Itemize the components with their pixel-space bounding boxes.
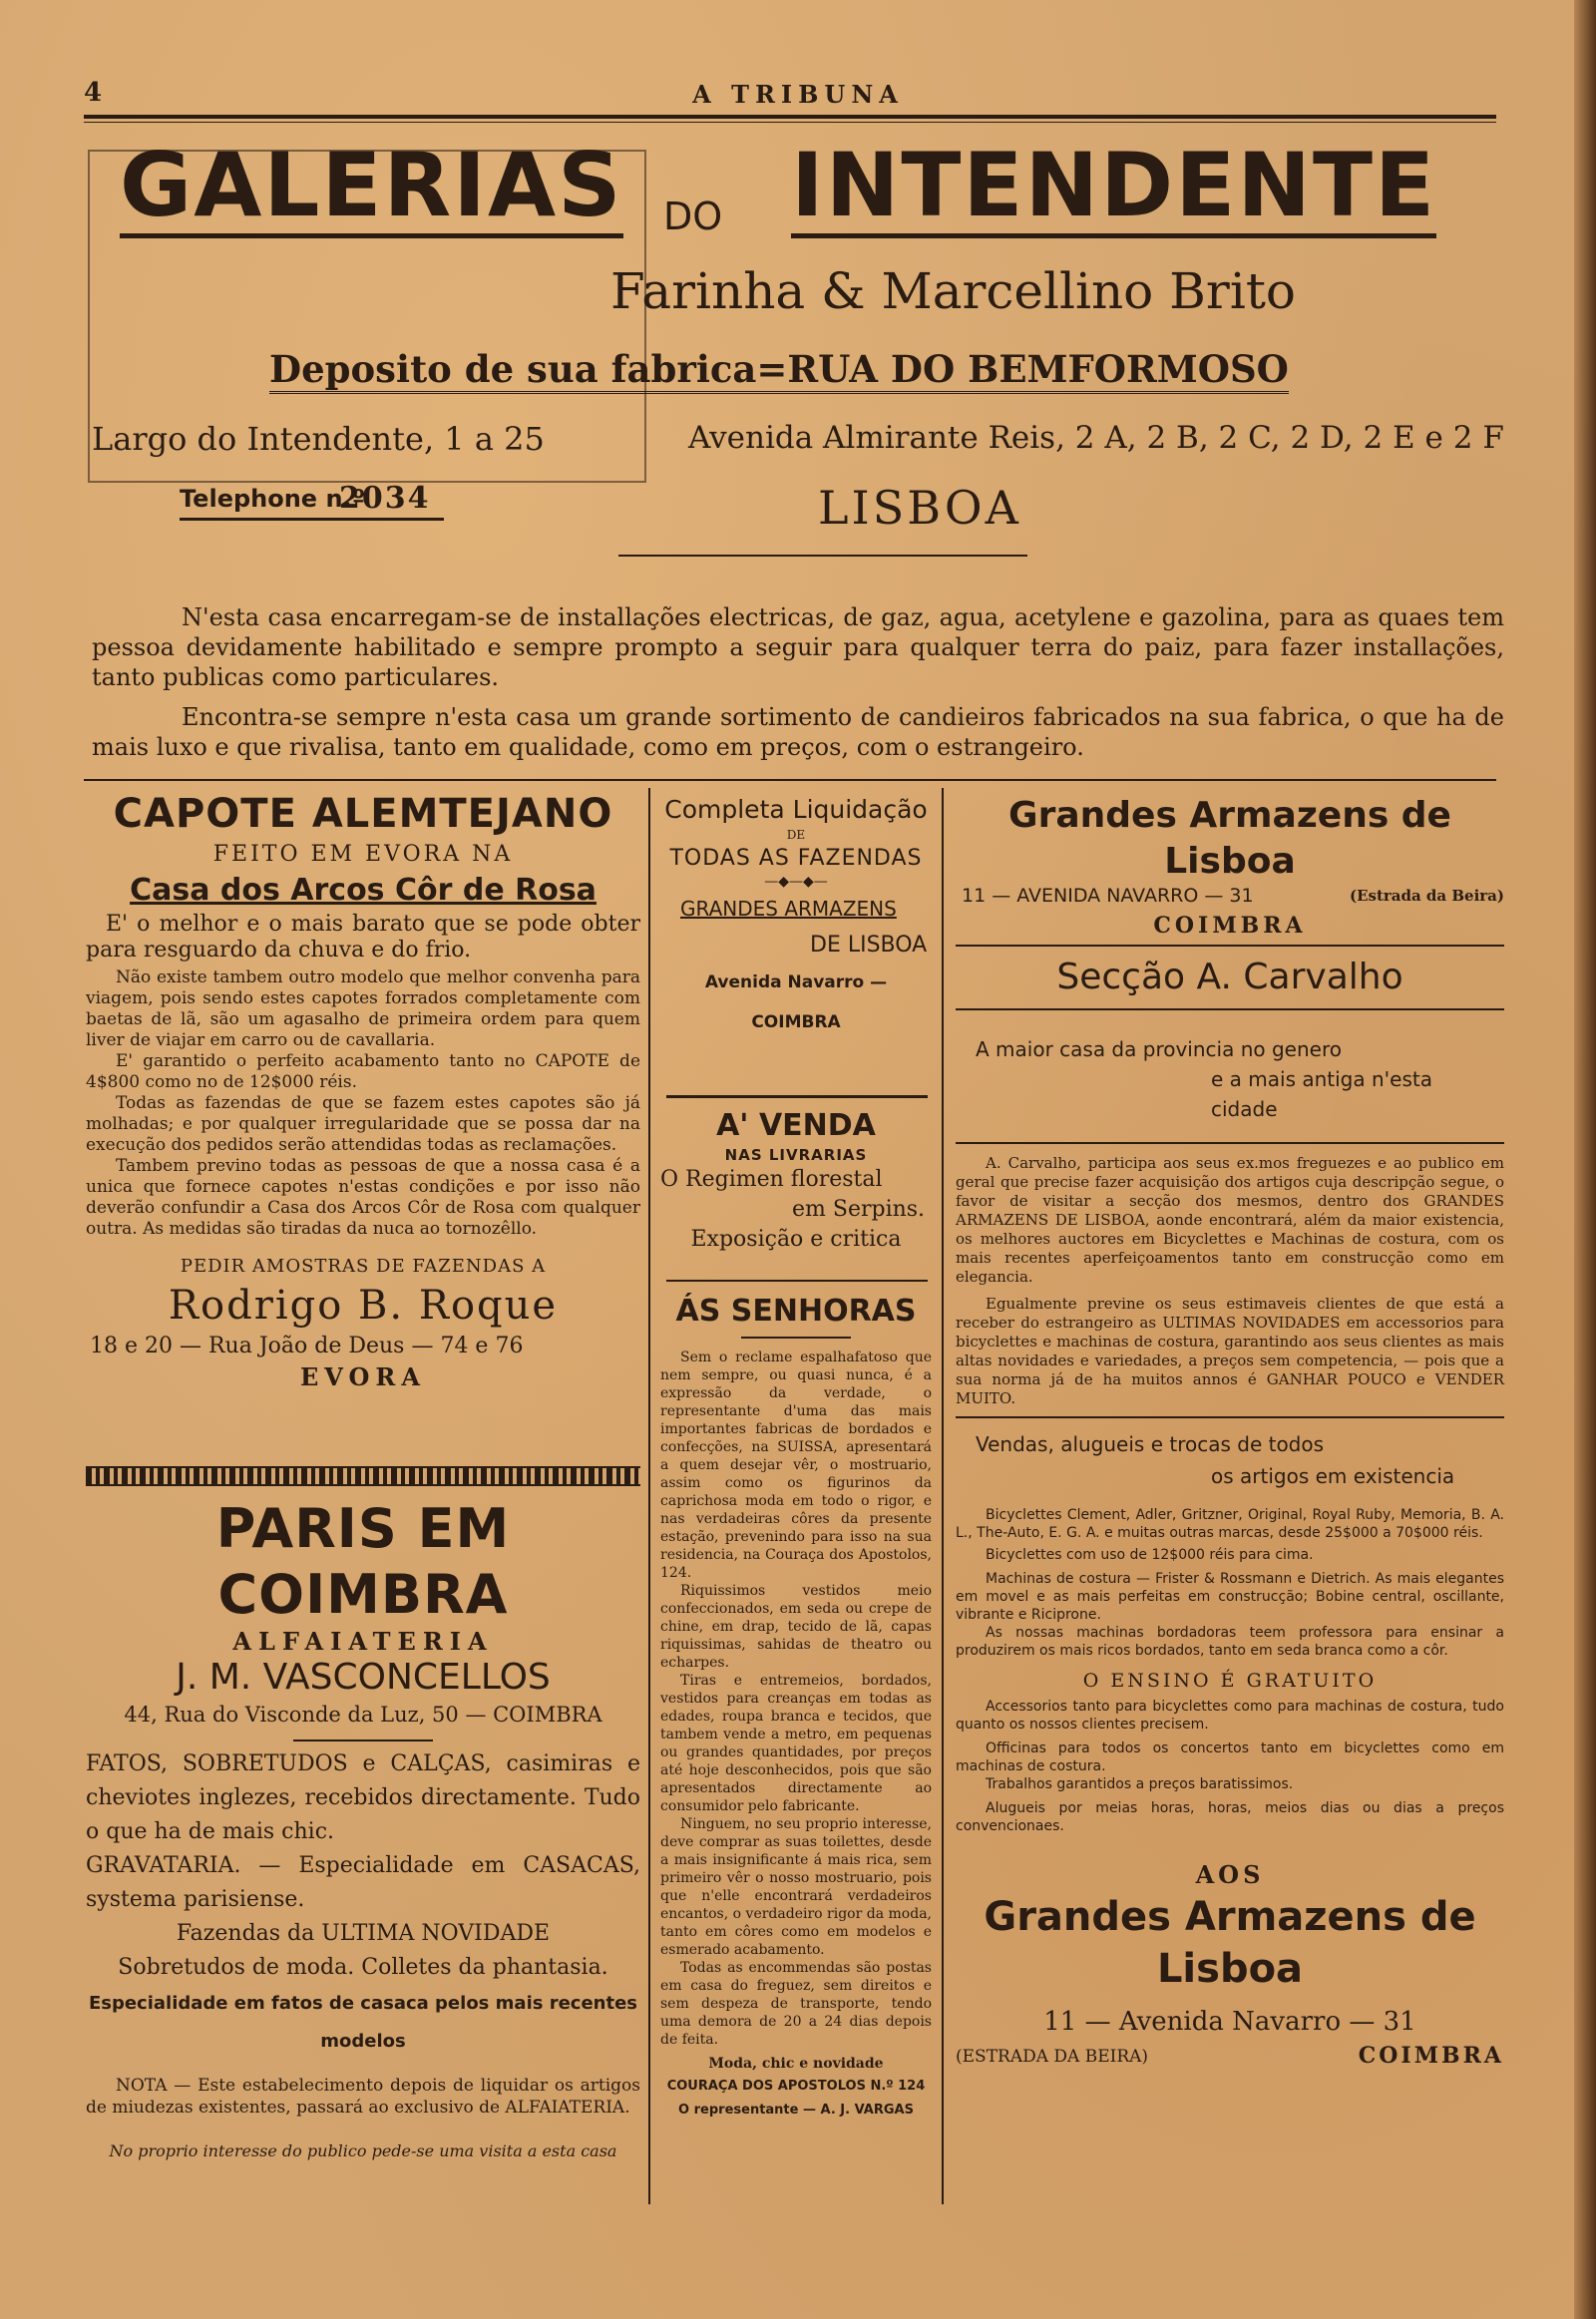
paris-line3: Fazendas da ULTIMA NOVIDADE xyxy=(176,1921,551,1946)
armazens-address: 11 — AVENIDA NAVARRO — 31 xyxy=(962,885,1254,907)
ornament-rule-1 xyxy=(86,1466,640,1486)
galerias-firm: Farinha & Marcellino Brito xyxy=(610,262,1297,320)
armazens-bic1: Bicyclettes Clement, Adler, Gritzner, Original, Royal Ruby, Memoria, B. A. L., The-Auto, E. G. A. e muitas outras marcas, desde 25$000 a 70$000 réis. xyxy=(956,1507,1504,1541)
liquidacao-address: Avenida Navarro — COIMBRA xyxy=(704,972,888,1032)
armazens-alug: Alugueis por meias horas, horas, meios dias ou dias a preços convencionaes. xyxy=(956,1800,1504,1834)
liquidacao-de-lisboa: DE LISBOA xyxy=(810,933,928,958)
paris-footer: No proprio interesse do publico pede-se uma visita a esta casa xyxy=(109,2141,617,2160)
armazens-bottom-estrada: (ESTRADA DA BEIRA) xyxy=(956,2047,1149,2067)
armazens-rule-1 xyxy=(956,945,1504,947)
venda-line1: O Regimen florestal xyxy=(660,1167,883,1192)
armazens-rule-2 xyxy=(956,1008,1504,1010)
header-rule xyxy=(84,115,1496,119)
armazens-bottom-city: COIMBRA xyxy=(1358,2043,1504,2069)
armazens-bottom-address: 11 — Avenida Navarro — 31 xyxy=(1043,2007,1416,2037)
galerias-address-right: Avenida Almirante Reis, 2 A, 2 B, 2 C, 2 D, 2 E e 2 F xyxy=(688,420,1504,456)
telephone-number: 2034 xyxy=(339,481,431,516)
paris-name: J. M. VASCONCELLOS xyxy=(176,1657,551,1698)
capote-name: Rodrigo B. Roque xyxy=(168,1283,559,1329)
venda-line3: Exposição e critica xyxy=(690,1227,902,1252)
senhoras-ad xyxy=(660,1287,932,2123)
paris-ad xyxy=(86,1496,640,2162)
senhoras-divider xyxy=(741,1337,851,1339)
capote-p3: Todas as fazendas de que se fazem estes capotes são já molhadas; e por qualquer irregularidade que se possa dar na execução dos pedidos serão attendidas todas as reclamações. xyxy=(86,1093,640,1155)
column-separator-2 xyxy=(942,788,944,2204)
capote-pedir: PEDIR AMOSTRAS DE FAZENDAS A xyxy=(180,1256,547,1277)
paris-divider xyxy=(293,1739,433,1741)
galerias-deposito: Deposito de sua fabrica=RUA DO BEMFORMOSO xyxy=(269,347,1289,394)
paris-line2: GRAVATARIA. — Especialidade em CASACAS, systema parisiense. xyxy=(86,1853,640,1912)
armazens-ensino: O ENSINO É GRATUITO xyxy=(1082,1670,1378,1692)
header-rule-thin xyxy=(84,122,1496,123)
senhoras-p5: Todas as encommendas são postas em casa do freguez, sem direitos e sem despeza de transporte, tendo uma demora de 20 a 24 dias depois de feita. xyxy=(660,1960,932,2048)
capote-p4: Tambem previno todas as pessoas de que a nossa casa é a unica que fornece capotes n'estas condições e por isso não deverão confundir a Casa dos Arcos Côr de Rosa com qualquer outra. As medidas são tiradas da nuca ao tornozêllo. xyxy=(86,1156,640,1239)
capote-lead: E' o melhor e o mais barato que se pode obter para resguardo da chuva e do frio. xyxy=(86,912,640,963)
middle-rule-1 xyxy=(666,1095,928,1098)
armazens-rule-4 xyxy=(956,1416,1504,1418)
capote-city: EVORA xyxy=(300,1362,426,1391)
senhoras-footer2: COURAÇA DOS APOSTOLOS N.º 124 xyxy=(666,2079,926,2094)
venda-title: A' VENDA xyxy=(716,1108,876,1143)
capote-ad xyxy=(86,788,640,1393)
armazens-seccao: Secção A. Carvalho xyxy=(1056,957,1403,997)
paris-line5: Especialidade em fatos de casaca pelos mais recentes modelos xyxy=(88,1993,638,2052)
armazens-estrada: (Estrada da Beira) xyxy=(1349,887,1504,905)
armazens-maior2: e a mais antiga n'esta cidade xyxy=(1211,1067,1432,1121)
galerias-city: LISBOA xyxy=(818,481,1021,535)
liquidacao-ad xyxy=(660,793,932,1042)
paris-title: PARIS EM COIMBRA xyxy=(215,1497,511,1626)
capote-p1: Não existe tambem outro modelo que melhor convenha para viagem, pois sendo estes capotes forrados completamente com baetas de lã, são um agasalho de primeira ordem para quem liver de viajar em carro ou de cavallaria. xyxy=(86,967,640,1050)
armazens-mach2: As nossas machinas bordadoras teem professora para ensinar a produzirem os mais ricos bordados, tanto em seda branca como a côr. xyxy=(956,1625,1504,1659)
galerias-title-do: DO xyxy=(663,194,723,238)
capote-title: CAPOTE ALEMTEJANO xyxy=(113,791,613,837)
armazens-bic2: Bicyclettes com uso de 12$000 réis para cima. xyxy=(986,1547,1314,1563)
galerias-address-left: Largo do Intendente, 1 a 25 xyxy=(92,420,545,458)
telephone-rule xyxy=(180,518,444,521)
armazens-mach: Machinas de costura — Frister & Rossmann e Dietrich. As mais elegantes em movel e as mais perfeitas em construcção; Bobine central, oscillante, vibrante e Ricipronе. xyxy=(956,1571,1504,1623)
venda-line2: em Serpins. xyxy=(792,1197,926,1222)
galerias-paragraph-2: Encontra-se sempre n'esta casa um grande sortimento de candieiros fabricados na sua fabrica, o que ha de mais luxo e que rivalisa, tanto em qualidade, como em preços, com o estrangeiro. xyxy=(92,703,1504,761)
armazens-city: COIMBRA xyxy=(1153,913,1307,939)
armazens-bottom-title: Grandes Armazens de Lisboa xyxy=(984,1894,1476,1992)
armazens-rule-3 xyxy=(956,1142,1504,1144)
galerias-paragraph-1: N'esta casa encarregam-se de installações electricas, de gaz, agua, acetylene e gazolina, para as quaes tem pessoa devidamente habilitado e sempre prompto a seguir para qualquer terra do paiz, para fazer installações, tanto publicas como particulares. xyxy=(92,603,1504,691)
senhoras-footer3: O representante — A. J. VARGAS xyxy=(678,2103,914,2118)
paris-address: 44, Rua do Visconde da Luz, 50 — COIMBRA xyxy=(124,1703,602,1727)
armazens-title: Grandes Armazens de Lisboa xyxy=(1008,795,1451,882)
capote-subtitle: FEITO EM EVORA NA xyxy=(212,842,514,867)
galerias-bottom-rule xyxy=(84,779,1496,781)
galerias-rule xyxy=(618,555,1027,557)
middle-rule-2 xyxy=(666,1280,928,1282)
galerias-title-left: GALERIAS xyxy=(120,134,623,236)
senhoras-footer1: Moda, chic e novidade xyxy=(708,2056,884,2072)
galerias-title-right: INTENDENTE xyxy=(791,134,1437,236)
armazens-aos: AOS xyxy=(1195,1860,1265,1889)
capote-address: 18 e 20 — Rua João de Deus — 74 e 76 xyxy=(90,1334,524,1358)
paris-subtitle: ALFAIATERIA xyxy=(232,1627,494,1656)
armazens-vendas1: Vendas, alugueis e trocas de todos xyxy=(976,1432,1325,1456)
venda-ad xyxy=(660,1107,932,1255)
page-number: 4 xyxy=(84,78,103,108)
senhoras-title: ÁS SENHORAS xyxy=(675,1294,917,1329)
senhoras-p1: Sem o reclame espalhafatoso que nem sempre, ou quasi nunca, é a expressão da verdade, o representante d'uma das mais importantes fabricas de bordados e confecções, na SUISSA, apresentará a quem desejar vêr, o mostruario, assim como os figurinos da caprichosa moda em todo o rigor, e nas verdadeiras côres da presente estação, prevenindo para isso na sua residencia, na Couraça dos Apostolos, 124. xyxy=(660,1350,932,1581)
paris-line4: Sobretudos de moda. Colletes da phantasia. xyxy=(118,1955,608,1980)
senhoras-p2: Riquissimos vestidos meio confeccionados, em seda ou crepe de chine, em drap, tecido de lã, capas riquissimas, sahidas de theatro ou echarpes. xyxy=(660,1583,932,1671)
liquidacao-ornament: —◆—◆— xyxy=(764,874,828,890)
armazens-maior1: A maior casa da provincia no genero xyxy=(976,1037,1342,1061)
armazens-acc: Accessorios tanto para bicyclettes como para machinas de costura, tudo quanto os nossos clientes precisem. xyxy=(956,1699,1504,1733)
liquidacao-grandes: GRANDES ARMAZENS xyxy=(680,897,897,921)
telephone-label: Telephone n.º xyxy=(180,485,366,513)
page-edge-shadow xyxy=(1574,0,1596,2319)
liquidacao-de: DE xyxy=(786,828,806,842)
paris-nota: NOTA — Este estabelecimento depois de liquidar os artigos de miudezas existentes, passará ao exclusivo de ALFAIATERIA. xyxy=(86,2076,640,2118)
armazens-vendas2: os artigos em existencia xyxy=(1211,1464,1455,1488)
armazens-off2: Trabalhos garantidos a preços baratissimos. xyxy=(986,1776,1294,1792)
newspaper-title: A TRIBUNA xyxy=(692,80,904,109)
armazens-p1: A. Carvalho, participa aos seus ex.mos freguezes e ao publico em geral que precise fazer acquisição dos artigos cuja descripção segue, o favor de visitar a secção dos mesmos, dentro dos GRANDES ARMAZENS DE LISBOA, aonde encontrará, além da maior existencia, os melhores auctores em Bicyclettes e Machinas de costura, com os mais recentes aperfeiçoamentos tanto em construcção como em elegancia. xyxy=(956,1154,1504,1286)
column-separator-1 xyxy=(648,788,650,2204)
liquidacao-title: Completa Liquidação xyxy=(664,795,928,824)
paris-line1: FATOS, SOBRETUDOS e CALÇAS, casimiras e cheviotes inglezes, recebidos directamente. Tudo o que ha de mais chic. xyxy=(86,1751,640,1844)
capote-shop: Casa dos Arcos Côr de Rosa xyxy=(130,873,597,908)
armazens-p2: Egualmente previne os seus estimaveis clientes de que está a receber do estrangeiro as ULTIMAS NOVIDADES em accessorios para bicyclettes e machinas de costura, garantindo aos seus clientes as mais altas novidades e variedades, a preços sem competencia, — pois que a sua norma já de ha muitos annos é GANHAR POUCO e VENDER MUITO. xyxy=(956,1295,1504,1407)
capote-p2: E' garantido o perfeito acabamento tanto no CAPOTE de 4$800 como no de 12$000 réis. xyxy=(86,1051,640,1092)
armazens-off1: Officinas para todos os concertos tanto em bicyclettes como em machinas de costura. xyxy=(956,1740,1504,1774)
senhoras-p4: Ninguem, no seu proprio interesse, deve comprar as suas toilettes, desde a mais insignificante á mais rica, sem primeiro vêr o nosso mostruario, pois que n'elle encontrará verdadeiros encantos, o verdadeiro rigor da moda, tanto em côres como em modelos e esmerado acabamento. xyxy=(660,1816,932,1958)
senhoras-p3: Tiras e entremeios, bordados, vestidos para creanças em todas as edades, roupa branca e tecidos, que tambem vende a metro, em pequenas ou grandes quantidades, por preços até hoje desconhecidos, pois que são apresentados directamente ao consumidor pelo fabricante. xyxy=(660,1673,932,1814)
armazens-ad xyxy=(956,793,1504,2075)
liquidacao-fazendas: TODAS AS FAZENDAS xyxy=(669,846,923,871)
venda-sub: NAS LIVRARIAS xyxy=(724,1146,868,1164)
